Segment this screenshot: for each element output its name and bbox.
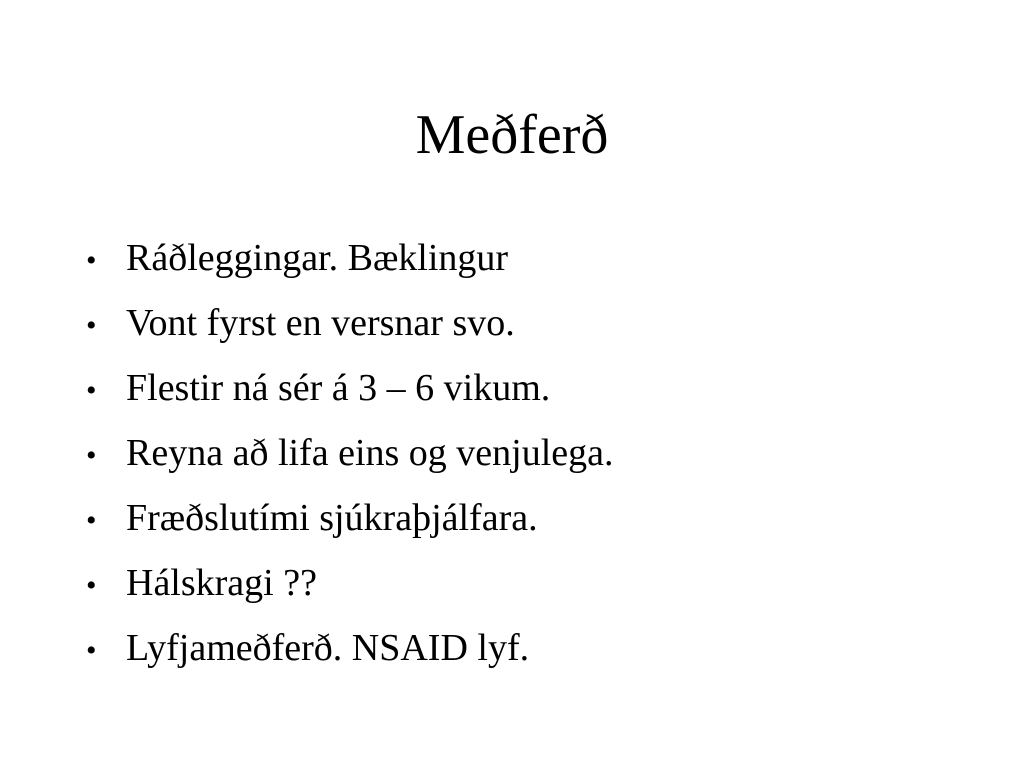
list-item bbox=[86, 226, 986, 291]
bullet-icon: • bbox=[86, 374, 97, 407]
slide-title: Meðferð bbox=[415, 104, 609, 166]
bullet-icon: • bbox=[86, 504, 97, 537]
bullet-icon: • bbox=[86, 634, 97, 667]
list-item bbox=[86, 486, 986, 551]
bullet-list bbox=[86, 226, 986, 681]
bullet-text: Reyna að lifa eins og venjulega. bbox=[126, 432, 614, 474]
bullet-text: Vont fyrst en versnar svo. bbox=[126, 302, 515, 344]
bullet-icon: • bbox=[86, 569, 97, 602]
list-item bbox=[86, 616, 986, 681]
list-item bbox=[86, 291, 986, 356]
list-item bbox=[86, 551, 986, 616]
bullet-text: Fræðslutími sjúkraþjálfara. bbox=[126, 497, 538, 539]
list-item bbox=[86, 356, 986, 421]
bullet-text: Flestir ná sér á 3 – 6 vikum. bbox=[126, 367, 551, 409]
bullet-text: Lyfjameðferð. NSAID lyf. bbox=[126, 627, 530, 669]
bullet-icon: • bbox=[86, 244, 97, 277]
bullet-text: Hálskragi ?? bbox=[126, 562, 317, 604]
bullet-text: Ráðleggingar. Bæklingur bbox=[126, 237, 509, 279]
bullet-icon: • bbox=[86, 439, 97, 472]
bullet-icon: • bbox=[86, 309, 97, 342]
list-item bbox=[86, 421, 986, 486]
